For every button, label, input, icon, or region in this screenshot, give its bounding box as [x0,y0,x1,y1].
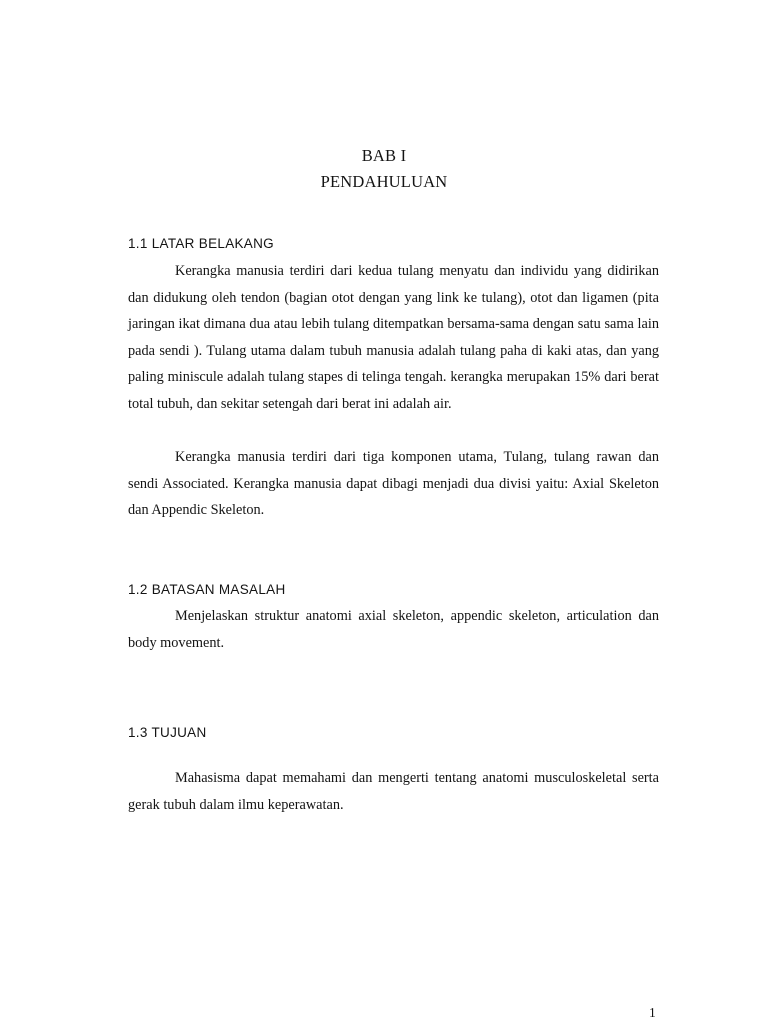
page-number: 1 [649,1005,656,1020]
chapter-title: PENDAHULUAN [320,172,448,191]
paragraph-tujuan: Mahasisma dapat memahami dan mengerti tentang anatomi musculoskeletal serta gerak tubuh dalam ilmu keperawatan. [128,770,659,813]
section-heading-batasan-masalah: 1.2 BATASAN MASALAH [128,582,286,597]
section-heading-tujuan: 1.3 TUJUAN [128,725,207,740]
paragraph-latar-belakang-1: Kerangka manusia terdiri dari kedua tulang menyatu dan individu yang didirikan dan didukung oleh tendon (bagian otot dengan yang link ke tulang), otot dan ligamen (pita jaringan ikat dimana dua atau lebih tulang ditempatkan bersama-sama dengan satu sama lain pada sendi ). Tulang utama dalam tubuh manusia adalah tulang paha di kaki atas, dan yang paling miniscule adalah tulang stapes di telinga tengah. kerangka merupakan 15% dari berat total tubuh, dan sekitar setengah dari berat ini adalah air. [128,263,659,412]
paragraph-batasan-masalah: Menjelaskan struktur anatomi axial skeleton, appendic skeleton, articulation dan body movement. [128,608,659,651]
section-heading-latar-belakang: 1.1 LATAR BELAKANG [128,236,274,251]
chapter-number: BAB I [361,146,407,165]
paragraph-latar-belakang-2: Kerangka manusia terdiri dari tiga komponen utama, Tulang, tulang rawan dan sendi Associated. Kerangka manusia dapat dibagi menjadi dua divisi yaitu: Axial Skeleton dan Appendic Skeleton. [128,449,659,518]
